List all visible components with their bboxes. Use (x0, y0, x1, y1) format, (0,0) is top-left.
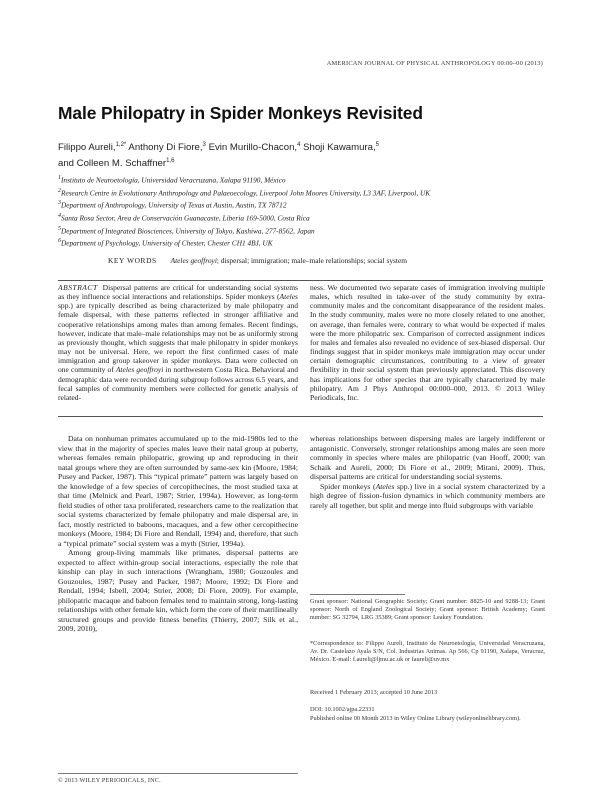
affiliation-item: $^6$Department of Psychology, University of Chester, Chester CH1 4BJ, UK (58, 238, 273, 248)
keywords (108, 256, 540, 266)
body-paragraph: Data on nonhuman primates accumulated up to the mid-1980s led to the view that in the majority of species males leave their natal group at puberty, whereas females remain philopatric, growing up and reproducing in their natal groups where they are often surrounded by same-sex kin (Moore, 1984; Pusey and Packer, 1987). This “typical primate” pattern was largely based on the knowledge of a few species of cercopithecines, the most studied taxa at that time (Melnick and Pearl, 1987; Strier, 1994a). However, as long-term field studies of other taxa proliferated, researchers came to the realization that social systems characterized by female philopatry and male dispersal are, in fact, mostly restricted to baboons, macaques, and a few other cercopithecine monkeys (Moore, 1984; Di Fiore and Rendall, 1994) and, therefore, that such a “typical primate” social system was a myth (Strier, 1994a). (58, 434, 298, 548)
author-affil-marker: 4 (297, 142, 301, 148)
affiliation-item: $^2$Research Centre in Evolutionary Anthropology and Palaeoecology, Liverpool John Moores University, L3 3AF, Liverpool, UK (58, 187, 431, 198)
publisher-copyright: © 2013 WILEY PERIODICALS, INC. (58, 777, 161, 784)
abstract-copyright: © 2013 Wiley Periodicals, Inc. (310, 383, 545, 402)
author-affil-marker: 3 (202, 142, 206, 148)
author-list (58, 139, 488, 170)
author-name: and Colleen M. Schaffner (58, 157, 167, 169)
abstract-bottom-rule (58, 416, 543, 417)
author-affil-marker: 5 (375, 142, 379, 148)
author-affil-marker: 1,2* (115, 142, 127, 148)
author-name: Anthony Di Fiore, (128, 142, 203, 154)
abstract-right-column: ness. We documented two separate cases of immigration involving multiple males, which resulted in take-over of the study community by extra-community males and the concomitant disappearance of the resident males. In the study community, males were no more closely related to one another, on average, than females were, contrary to what would be expected if males were the more philopatric sex. Comparison of corrected assignment indices for males and females also revealed no evidence of sex-biased dispersal. Our findings suggest that in spider monkeys male immigration may occur under certain demographic circumstances, contributing to a view of greater flexibility in their social system than previously appreciated. This discovery has implications for other species that are typically characterized by male philopatry. Am J Phys Anthropol 00:000–000, 2013. © 2013 Wiley Periodicals, Inc. (310, 283, 545, 402)
received-date: Received 1 February 2013; accepted 10 June 2013 (310, 689, 438, 696)
correspondence-footnote: *Correspondence to: Filippo Aureli, Instituto de Neuroetología, Universidad Veracruzana, Av. Dr. Castelazo Ayala S/N, Col. Industrias Animas. Ap 566, Cp 91190, Xalapa, Veracruz, México. E-mail: f.aureli@ljmu.ac.uk or faureli@uv.mx (310, 640, 545, 663)
body-paragraph: Among group-living mammals like primates, dispersal patterns are expected to affect within-group social interactions, especially the role that kinship can play in such interactions (Wrangham, 1980; Gouzoules and Gouzoules, 1987; Pusey and Packer, 1987; Moore, 1992; Di Fiore and Rendall, 1994; Isbell, 2004; Strier, 2008; Di Fiore, 2009). For example, philopatric macaque and baboon females tend to maintain strong, long-lasting relationships with other female kin, which form the core of their matrilineally structured groups and provide fitness benefits (Thierry, 2007; Silk et al., 2009, 2010), (58, 548, 298, 633)
published-online: Published online 00 Month 2013 in Wiley Online Library (wileyonlinelibrary.com). (310, 715, 521, 722)
footnote-rule (310, 594, 405, 595)
keywords-species: Ateles geoffroyi (170, 256, 217, 265)
grant-footnote: Grant sponsor: National Geographic Society; Grant number: 8825-10 and 9288-13; Grant sponsor: North of England Zoological Society; Grant sponsor: British Academy; Grant number: SG 32794, LRG 35389; Grant sponsor: Leakey Foundation. (310, 598, 545, 621)
affiliation-item: $^3$Department of Anthropology, University of Texas at Austin, Austin, TX 78712 (58, 200, 287, 210)
abstract-left-column: ABSTRACT Dispersal patterns are critical for understanding social systems as they influence social interactions and relationships. Spider monkeys (Ateles spp.) are typically described as being characterized by male philopatry and female dispersal, with these patterns reflected in stronger affiliative and cooperative relationships among males than among females. Recent findings, however, indicate that male–male relationships may not be as uniformly strong as previously thought, which suggests that male philopatry in spider monkeys may not be universal. Here, we report the first confirmed cases of male immigration and group takeover in spider monkeys. Data were collected on one community of Ateles geoffroyi in northwestern Costa Rica. Behavioral and demographic data were recorded during subgroup follows across 6.5 years, and fecal samples of community members were collected for genetic analysis of related- (58, 283, 298, 402)
bottom-rule (58, 773, 298, 774)
author-name: Evin Murillo-Chacon, (208, 142, 298, 154)
body-paragraph: whereas relationships between dispersing males are largely indifferent or antagonistic. Conversely, stronger relationships among males are seen more commonly in species where males are philopatric (van Hooff, 2000; van Schaik and Aureli, 2000; Di Fiore et al., 2009; Mitani, 2009). Thus, dispersal patterns are critical for understanding social systems. (310, 434, 545, 481)
doi: DOI: 10.1002/ajpa.22331 (310, 706, 375, 713)
affiliation-item: $^1$Instituto de Neuroetología, Universidad Veracruzana, Xalapa 91190, México (58, 175, 286, 185)
body-left-column (58, 434, 298, 634)
article-title: Male Philopatry in Spider Monkeys Revisited (58, 103, 423, 123)
author-affil-marker: 1,6 (166, 157, 175, 164)
author-name: Shoji Kawamura, (303, 142, 376, 154)
keywords-label: KEY WORDS (108, 256, 157, 265)
abstract-top-rule (58, 280, 543, 281)
author-name: Filippo Aureli, (58, 142, 116, 154)
body-paragraph: Spider monkeys (Ateles spp.) live in a social system characterized by a high degree of fission-fusion dynamics in which community members are rarely all together, but split and merge into fluid subgroups with variable (310, 481, 546, 510)
affiliation-item: $^5$Department of Integrated Biosciences, University of Tokyo, Kashiwa, 277-8562, Japan (58, 225, 315, 235)
body-right-column (310, 434, 545, 510)
affiliation-list (58, 173, 548, 249)
abstract-heading: ABSTRACT (58, 283, 98, 292)
keywords-text: ; dispersal; immigration; male–male relationships; social system (216, 256, 407, 265)
affiliation-item: $^4$Santa Rosa Sector, Area de Conservación Guanacaste, Liberia 169-5000, Costa Rica (58, 212, 310, 223)
journal-header: AMERICAN JOURNAL OF PHYSICAL ANTHROPOLOGY 00:00–00 (2013) (326, 60, 543, 67)
